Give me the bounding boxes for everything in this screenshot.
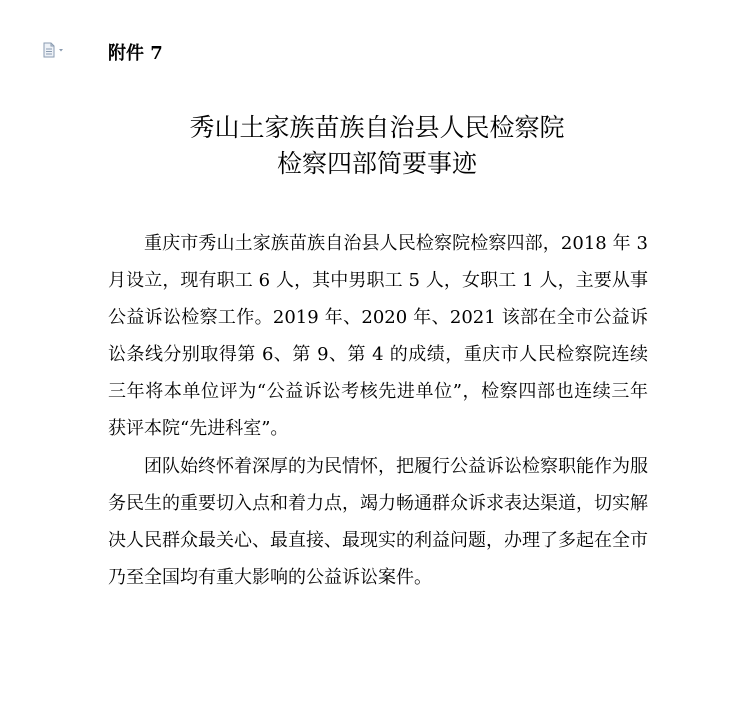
document-title-line2: 检察四部简要事迹	[276, 149, 477, 178]
document-title-line1: 秀山土家族苗族自治县人民检察院	[189, 113, 565, 142]
attachment-label: 附件 7	[108, 43, 163, 64]
document-icon[interactable]	[42, 42, 68, 58]
body-paragraph-1: 重庆市秀山土家族苗族自治县人民检察院检察四部，2018 年 3 月设立，现有职工 6 人，其中男职工 5 人，女职工 1 人，主要从事公益诉讼检察工作。2019 年、2020 年、2021 该部在全市公益诉讼条线分别取得第 6、第 9、第 4 的成绩，重庆市人民检察院连续三年将本单位评为“公益诉讼考核先进单位”，检察四部也连续三年获评本院“先进科室”。	[108, 233, 648, 439]
document-dropdown-icon	[42, 42, 68, 58]
body-paragraph-2: 团队始终怀着深厚的为民情怀，把履行公益诉讼检察职能作为服务民生的重要切入点和着力点，竭力畅通群众诉求表达渠道，切实解决人民群众最关心、最直接、最现实的利益问题，办理了多起在全市乃至全国均有重大影响的公益诉讼案件。	[108, 456, 648, 588]
